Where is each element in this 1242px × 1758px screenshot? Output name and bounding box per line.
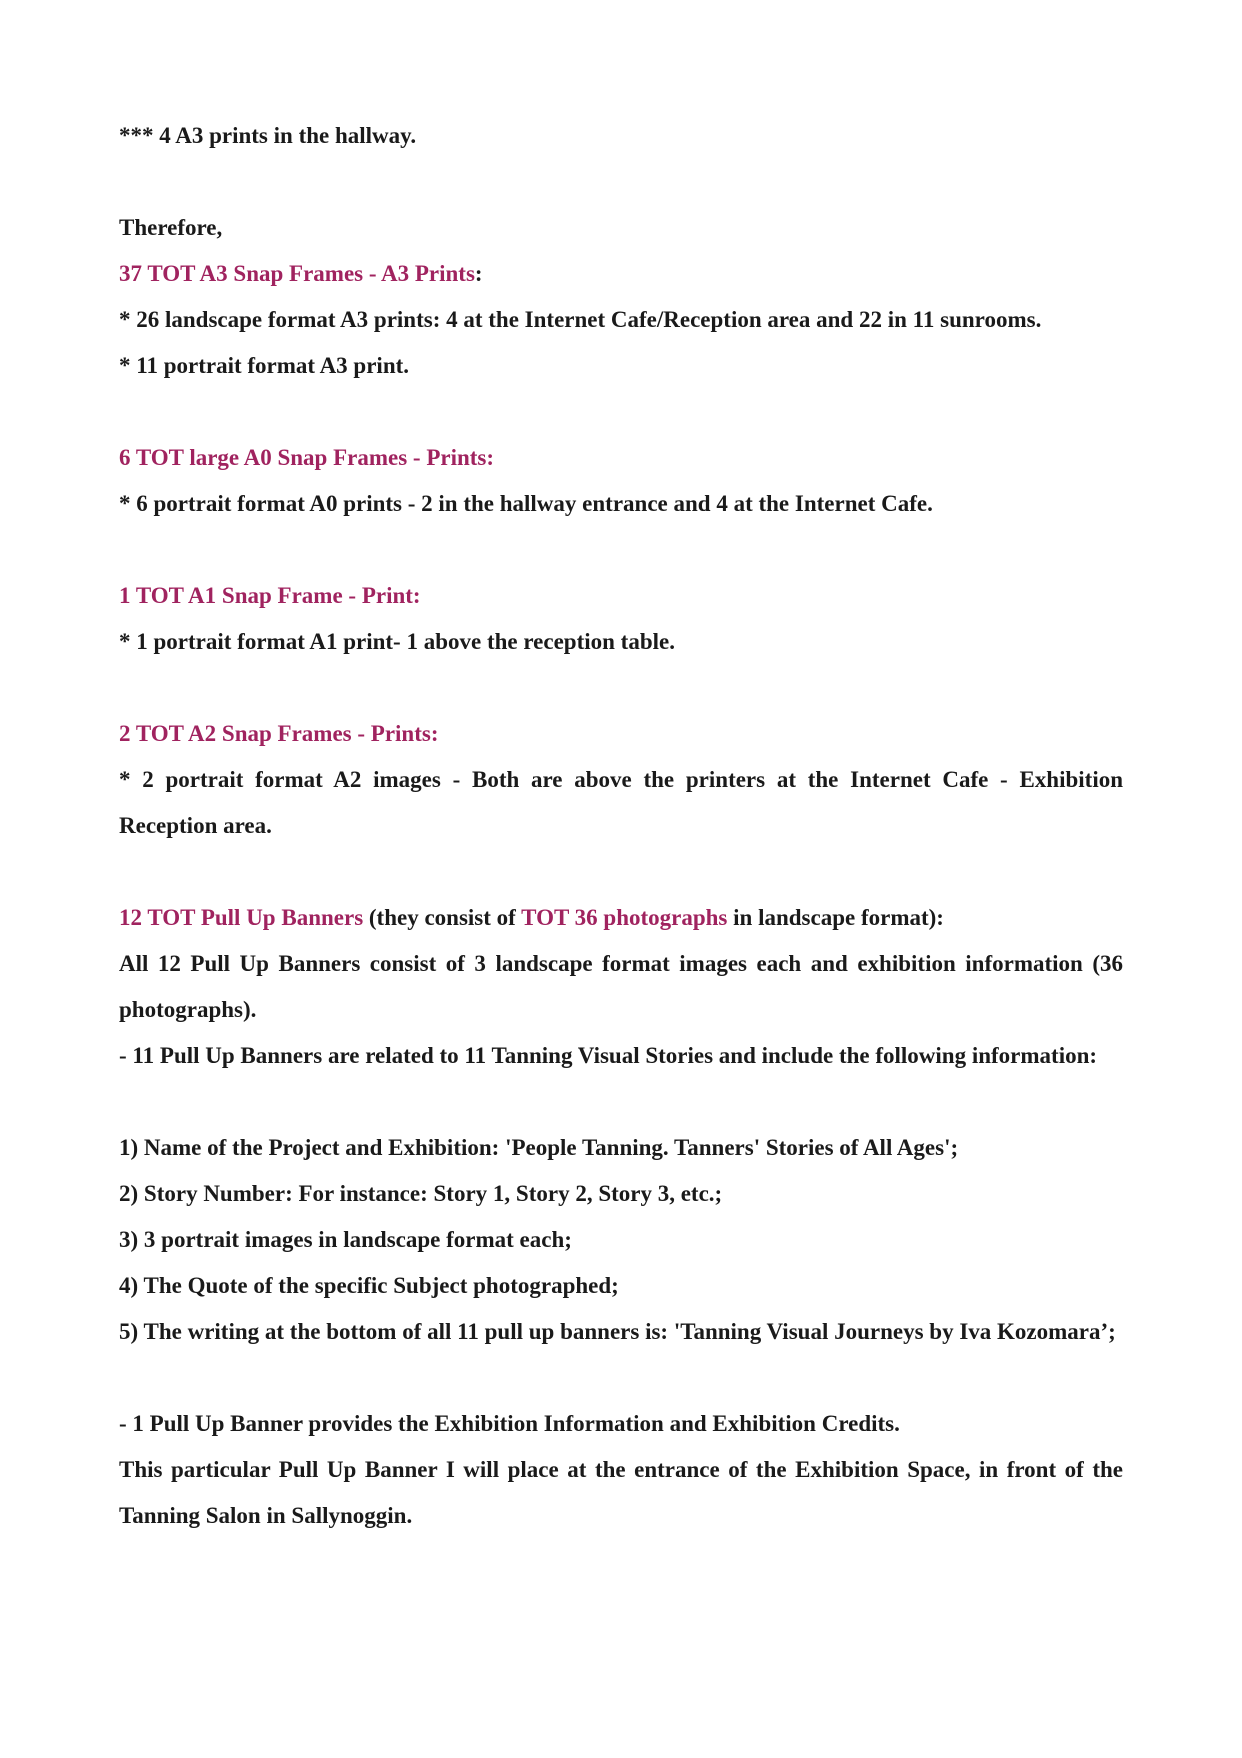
spacer xyxy=(119,1079,1123,1125)
credits-banner-line: - 1 Pull Up Banner provides the Exhibition Information and Exhibition Credits. xyxy=(119,1411,900,1436)
a1-section-heading: 1 TOT A1 Snap Frame - Print: xyxy=(119,583,421,608)
banners-photographs-accent: TOT 36 photographs xyxy=(521,905,728,930)
spacer xyxy=(119,389,1123,435)
document-page xyxy=(119,113,1123,1539)
a3-heading-colon: : xyxy=(474,261,483,286)
banners-heading-plain-end: in landscape format): xyxy=(727,905,944,930)
a2-section-heading: 2 TOT A2 Snap Frames - Prints: xyxy=(119,721,439,746)
banner-info-list-item: 2) Story Number: For instance: Story 1, Story 2, Story 3, etc.; xyxy=(119,1181,723,1206)
therefore-text: Therefore, xyxy=(119,215,223,240)
spacer xyxy=(119,665,1123,711)
banner-info-list-item: 3) 3 portrait images in landscape format each; xyxy=(119,1227,572,1252)
banners-stories-paragraph: - 11 Pull Up Banners are related to 11 Tanning Visual Stories and include the following information: xyxy=(119,1043,1098,1068)
a2-portrait-line: * 2 portrait format A2 images - Both are above the printers at the Internet Cafe - Exhibition Reception area. xyxy=(119,767,1123,838)
entrance-banner-paragraph: This particular Pull Up Banner I will place at the entrance of the Exhibition Space, in front of the Tanning Salon in Sallynoggin. xyxy=(119,1457,1123,1528)
a3-heading-text: 37 TOT A3 Snap Frames - A3 Prints xyxy=(119,261,475,286)
spacer xyxy=(119,849,1123,895)
banners-summary-paragraph: All 12 Pull Up Banners consist of 3 landscape format images each and exhibition information (36 photographs). xyxy=(119,951,1123,1022)
a3-section-heading xyxy=(119,251,1123,297)
a0-portrait-line: * 6 portrait format A0 prints - 2 in the hallway entrance and 4 at the Internet Cafe. xyxy=(119,491,933,516)
banners-heading-accent: 12 TOT Pull Up Banners xyxy=(119,905,364,930)
banner-info-list-item: 5) The writing at the bottom of all 11 pull up banners is: 'Tanning Visual Journeys by Iva Kozomara’; xyxy=(119,1319,1116,1344)
spacer xyxy=(119,1355,1123,1401)
banner-info-list-item: 4) The Quote of the specific Subject photographed; xyxy=(119,1273,619,1298)
a0-section-heading: 6 TOT large A0 Snap Frames - Prints: xyxy=(119,445,495,470)
banner-info-list-item: 1) Name of the Project and Exhibition: 'People Tanning. Tanners' Stories of All Ages'; xyxy=(119,1135,959,1160)
spacer xyxy=(119,159,1123,205)
hallway-prints-note: *** 4 A3 prints in the hallway. xyxy=(119,123,417,148)
banners-heading-plain: (they consist of xyxy=(363,905,522,930)
a1-portrait-line: * 1 portrait format A1 print- 1 above the reception table. xyxy=(119,629,675,654)
a3-portrait-line: * 11 portrait format A3 print. xyxy=(119,353,410,378)
spacer xyxy=(119,527,1123,573)
banners-section-heading xyxy=(119,895,1123,941)
a3-landscape-line: * 26 landscape format A3 prints: 4 at the Internet Cafe/Reception area and 22 in 11 sunrooms. xyxy=(119,307,1042,332)
